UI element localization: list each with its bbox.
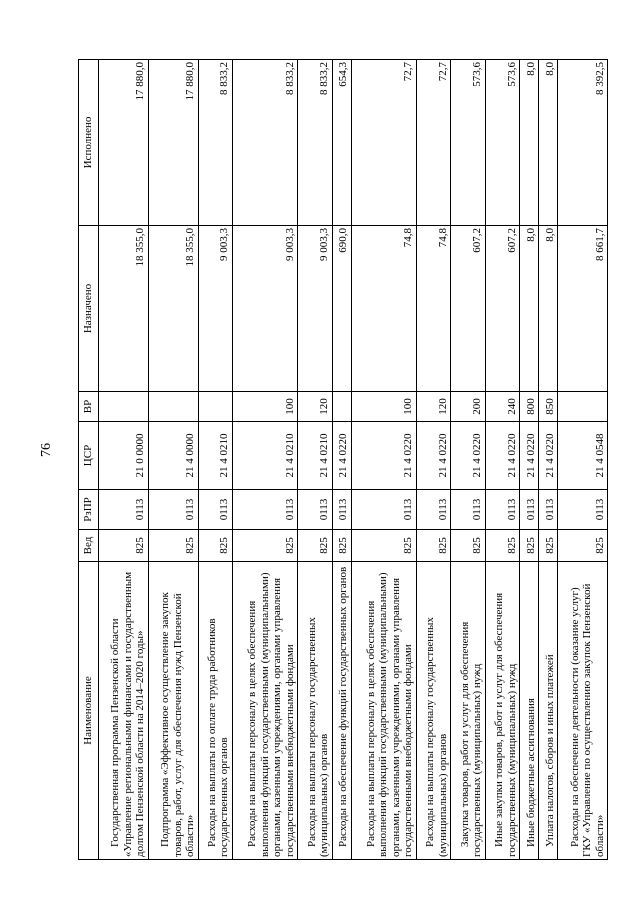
cell-name: Расходы на выплаты персоналу в целях обеспечения выполнения функций государственными (муниципальными) органами, казенными учреждениями, органами управления государственными внебюджетными фондами (351, 562, 416, 860)
cell-assigned: 8,0 (520, 226, 539, 392)
cell-csr: 21 4 0220 (539, 422, 558, 490)
cell-csr: 21 4 0220 (520, 422, 539, 490)
cell-csr: 21 4 0210 (232, 422, 297, 490)
cell-assigned: 74,8 (351, 226, 416, 392)
cell-ved: 825 (520, 530, 539, 562)
cell-ved: 825 (451, 530, 485, 562)
header-ved: Вед (79, 530, 99, 562)
cell-rzpr: 0113 (298, 490, 332, 530)
cell-vr (558, 392, 608, 422)
header-rzpr: РзПР (79, 490, 99, 530)
header-assigned: Назначено (79, 226, 99, 392)
cell-vr: 850 (539, 392, 558, 422)
cell-vr: 120 (298, 392, 332, 422)
cell-rzpr: 0113 (451, 490, 485, 530)
cell-ved: 825 (558, 530, 608, 562)
cell-rzpr: 0113 (198, 490, 232, 530)
cell-assigned: 690,0 (332, 226, 351, 392)
cell-assigned: 9 003,3 (198, 226, 232, 392)
cell-executed: 573,6 (451, 60, 485, 226)
cell-rzpr: 0113 (351, 490, 416, 530)
cell-name: Расходы на выплаты по оплате труда работников государственных органов (198, 562, 232, 860)
page-number: 76 (39, 443, 54, 457)
cell-executed: 654,3 (332, 60, 351, 226)
cell-csr: 21 4 0220 (451, 422, 485, 490)
cell-vr: 240 (485, 392, 519, 422)
cell-csr: 21 4 0220 (351, 422, 416, 490)
header-executed: Исполнено (79, 60, 99, 226)
header-vr: ВР (79, 392, 99, 422)
cell-vr (148, 392, 198, 422)
cell-executed: 8 833,2 (298, 60, 332, 226)
cell-csr: 21 4 0220 (485, 422, 519, 490)
table-row (198, 60, 232, 860)
cell-name: Иные закупки товаров, работ и услуг для обеспечения государственных (муниципальных) нужд (485, 562, 519, 860)
cell-rzpr: 0113 (99, 490, 149, 530)
table-row (451, 60, 485, 860)
cell-csr: 21 4 0548 (558, 422, 608, 490)
cell-vr: 120 (416, 392, 450, 422)
table-row (558, 60, 608, 860)
cell-assigned: 74,8 (416, 226, 450, 392)
cell-name: Государственная программа Пензенской области «Управление региональными финансами и государственным долгом Пензенской области на 2014–2020 годы» (99, 562, 149, 860)
cell-assigned: 18 355,0 (99, 226, 149, 392)
cell-assigned: 18 355,0 (148, 226, 198, 392)
cell-csr: 21 4 0210 (198, 422, 232, 490)
cell-vr: 100 (232, 392, 297, 422)
cell-executed: 72,7 (351, 60, 416, 226)
cell-executed: 17 880,0 (99, 60, 149, 226)
table-row (416, 60, 450, 860)
cell-csr: 21 4 0220 (332, 422, 351, 490)
cell-csr: 21 4 0210 (298, 422, 332, 490)
cell-rzpr: 0113 (558, 490, 608, 530)
cell-executed: 8 833,2 (198, 60, 232, 226)
cell-assigned: 8,0 (539, 226, 558, 392)
cell-vr (332, 392, 351, 422)
cell-csr: 21 4 0220 (416, 422, 450, 490)
cell-rzpr: 0113 (232, 490, 297, 530)
cell-ved: 825 (416, 530, 450, 562)
cell-assigned: 607,2 (485, 226, 519, 392)
cell-executed: 573,6 (485, 60, 519, 226)
cell-rzpr: 0113 (539, 490, 558, 530)
cell-assigned: 607,2 (451, 226, 485, 392)
cell-ved: 825 (99, 530, 149, 562)
cell-name: Расходы на выплаты персоналу государственных (муниципальных) органов (298, 562, 332, 860)
cell-name: Иные бюджетные ассигнования (520, 562, 539, 860)
cell-executed: 72,7 (416, 60, 450, 226)
cell-executed: 17 880,0 (148, 60, 198, 226)
table-row (148, 60, 198, 860)
cell-ved: 825 (198, 530, 232, 562)
header-name: Наименование (79, 562, 99, 860)
cell-name: Расходы на обеспечение деятельности (оказание услуг) ГКУ «Управление по осуществлению закупок Пензенской области» (558, 562, 608, 860)
cell-name: Расходы на обеспечение функций государственных органов (332, 562, 351, 860)
table-row (485, 60, 519, 860)
header-csr: ЦСР (79, 422, 99, 490)
cell-rzpr: 0113 (520, 490, 539, 530)
table-row (99, 60, 149, 860)
cell-name: Закупка товаров, работ и услуг для обеспечения государственных (муниципальных) нужд (451, 562, 485, 860)
cell-executed: 8 833,2 (232, 60, 297, 226)
table-row (351, 60, 416, 860)
cell-name: Уплата налогов, сборов и иных платежей (539, 562, 558, 860)
cell-assigned: 9 003,3 (298, 226, 332, 392)
cell-name: Расходы на выплаты персоналу в целях обеспечения выполнения функций государственными (муниципальными) органами, казенными учреждениями, органами управления государственными внебюджетными фондами (232, 562, 297, 860)
cell-rzpr: 0113 (485, 490, 519, 530)
table-row (539, 60, 558, 860)
cell-vr (198, 392, 232, 422)
cell-rzpr: 0113 (416, 490, 450, 530)
cell-ved: 825 (232, 530, 297, 562)
table-row (520, 60, 539, 860)
cell-vr: 800 (520, 392, 539, 422)
cell-vr: 100 (351, 392, 416, 422)
table-row (298, 60, 332, 860)
cell-assigned: 9 003,3 (232, 226, 297, 392)
cell-name: Подпрограмма «Эффективное осуществление закупок товаров, работ, услуг для обеспечения нужд Пензенской области» (148, 562, 198, 860)
cell-executed: 8,0 (520, 60, 539, 226)
cell-ved: 825 (351, 530, 416, 562)
table-header-row (79, 60, 99, 860)
cell-csr: 21 4 0000 (148, 422, 198, 490)
cell-name: Расходы на выплаты персоналу государственных (муниципальных) органов (416, 562, 450, 860)
budget-table (78, 59, 608, 860)
cell-vr: 200 (451, 392, 485, 422)
cell-ved: 825 (148, 530, 198, 562)
cell-ved: 825 (539, 530, 558, 562)
cell-executed: 8 392,5 (558, 60, 608, 226)
cell-ved: 825 (332, 530, 351, 562)
table-row (332, 60, 351, 860)
cell-assigned: 8 661,7 (558, 226, 608, 392)
cell-csr: 21 0 0000 (99, 422, 149, 490)
budget-table-container (78, 60, 608, 860)
table-row (232, 60, 297, 860)
cell-executed: 8,0 (539, 60, 558, 226)
cell-ved: 825 (485, 530, 519, 562)
cell-vr (99, 392, 149, 422)
cell-ved: 825 (298, 530, 332, 562)
cell-rzpr: 0113 (332, 490, 351, 530)
cell-rzpr: 0113 (148, 490, 198, 530)
